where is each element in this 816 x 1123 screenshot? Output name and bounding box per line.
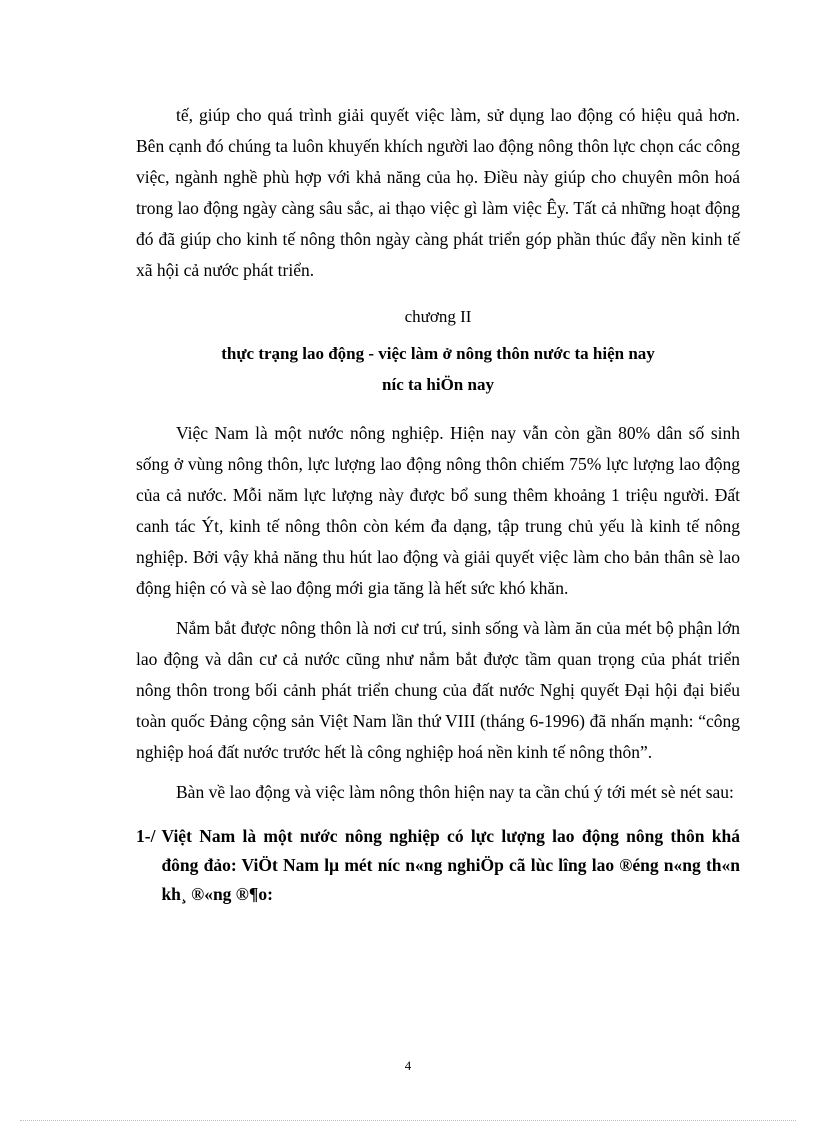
chapter-title: thực trạng lao động - việc làm ở nông thôn nước ta hiện nay [221, 344, 655, 363]
chapter-title-garbled: níc ta hiÖn nay [382, 375, 494, 394]
body-paragraph-2: Việc Nam là một nước nông nghiệp. Hiện nay vẫn còn gần 80% dân số sinh sống ở vùng nông thôn, lực lượng lao động nông thôn chiếm 75% lực lượng lao động của cả nước. Mỗi năm lực lượng này được bổ sung thêm khoảng 1 triệu người. Đất canh tác Ýt, kinh tế nông thôn còn kém đa dạng, tập trung chủ yếu là kinh tế nông nghiệp. Bởi vậy khả năng thu hút lao động và giải quyết việc làm cho bản thân sè lao động hiện có và sè lao động mới gia tăng là hết sức khó khăn. [136, 423, 740, 598]
body-paragraph-4: Bàn về lao động và việc làm nông thôn hiện nay ta cần chú ý tới mét sè nét sau: [176, 782, 734, 802]
section-heading-text: Việt Nam là một nước nông nghiệp có lực lượng lao động nông thôn khá đông đảo: ViÖt Nam lµ mét níc n«ng nghiÖp cã lùc lîng lao ®éng n«ng th«n kh¸ ®«ng ®¶o: [161, 826, 740, 904]
body-paragraph-3: Nắm bắt được nông thôn là nơi cư trú, sinh sống và làm ăn của mét bộ phận lớn lao động và dân cư cả nước cũng như nắm bắt được tầm quan trọng của phát triển nông thôn trong bối cảnh phát triển chung của đất nước Nghị quyết Đại hội đại biểu toàn quốc Đảng cộng sản Việt Nam lần thứ VIII (tháng 6-1996) đã nhấn mạnh: “công nghiệp hoá đất nước trước hết là công nghiệp hoá nền kinh tế nông thôn”. [136, 618, 740, 762]
section-heading-number: 1-/ [136, 826, 156, 846]
body-paragraph-1: tế, giúp cho quá trình giải quyết việc làm, sử dụng lao động có hiệu quả hơn. Bên cạnh đó chúng ta luôn khuyến khích người lao động nông thôn lực chọn các công việc, ngành nghề phù hợp với khả năng của họ. Điều này giúp cho chuyên môn hoá trong lao động ngày càng sâu sắc, ai thạo việc gì làm việc Êy. Tất cả những hoạt động đó đã giúp cho kinh tế nông thôn ngày càng phát triển góp phần thúc đẩy nền kinh tế xã hội cả nước phát triển. [136, 105, 740, 280]
chapter-label: chương II [404, 307, 472, 326]
page-bottom-divider [20, 1120, 796, 1121]
section-heading [136, 822, 740, 909]
page-body [136, 100, 740, 909]
page-number: 4 [404, 1058, 412, 1073]
